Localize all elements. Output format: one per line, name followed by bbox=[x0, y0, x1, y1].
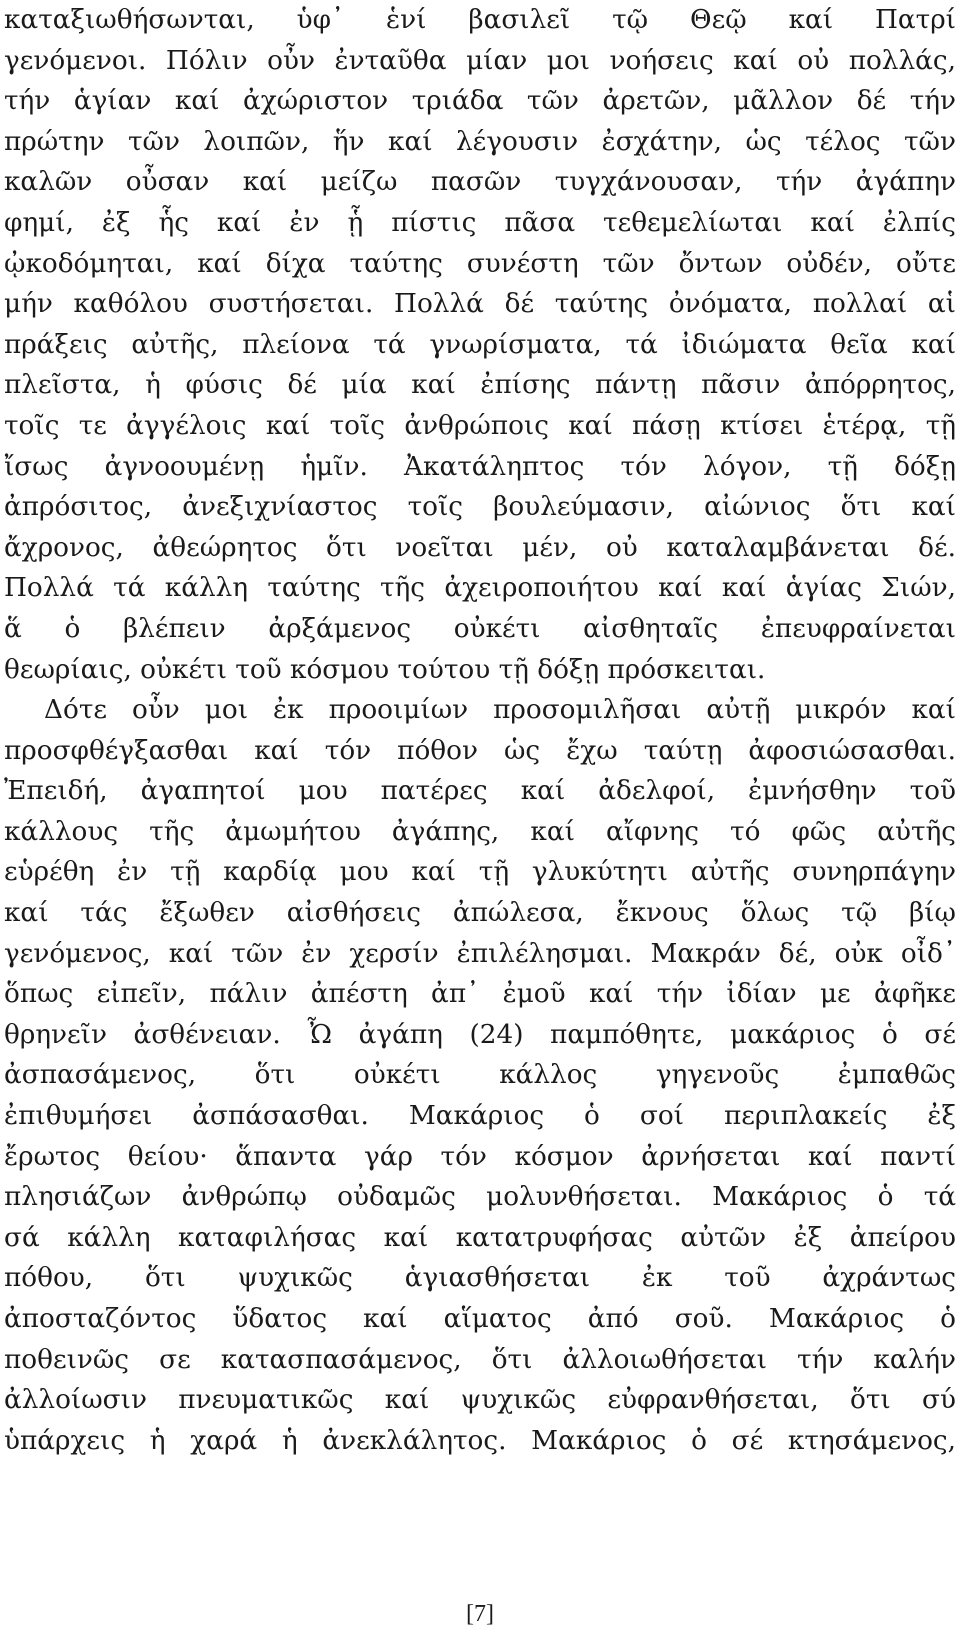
text-line: Ἐπειδή, ἀγαπητοί μου πατέρες καί ἀδελφοί, ἐμνήσθην τοῦ bbox=[4, 776, 956, 807]
paragraph-1 bbox=[4, 0, 956, 690]
text-line: καλῶν οὖσαν καί μείζω πασῶν τυγχάνουσαν, τήν ἀγάπην bbox=[4, 167, 956, 198]
text-line: ἔρωτος θείου· ἅπαντα γάρ τόν κόσμον ἀρνήσεται καί παντί bbox=[4, 1141, 956, 1172]
text-line: θεωρίαις, οὐκέτι τοῦ κόσμου τούτου τῇ δόξῃ πρόσκειται. bbox=[4, 654, 766, 685]
text-line: καί τάς ἔξωθεν αἰσθήσεις ἀπώλεσα, ἔκνους ὅλως τῷ βίῳ bbox=[4, 898, 956, 929]
page-number: [7] bbox=[466, 1601, 494, 1627]
text-line: πόθου, ὅτι ψυχικῶς ἁγιασθήσεται ἐκ τοῦ ἀχράντως bbox=[4, 1263, 956, 1294]
text-line: ἴσως ἀγνοουμένῃ ἡμῖν. Ἀκατάληπτος τόν λόγον, τῇ δόξῃ bbox=[4, 451, 956, 482]
text-line: ἀπρόσιτος, ἀνεξιχνίαστος τοῖς βουλεύμασιν, αἰώνιος ὅτι καί bbox=[4, 492, 956, 523]
text-line: ὑπάρχεις ἡ χαρά ἡ ἀνεκλάλητος. Μακάριος ὁ σέ κτησάμενος, bbox=[4, 1425, 956, 1456]
text-line: ἀλλοίωσιν πνευματικῶς καί ψυχικῶς εὐφρανθήσεται, ὅτι σύ bbox=[4, 1385, 956, 1416]
text-line: ἅ ὁ βλέπειν ἀρξάμενος οὐκέτι αἰσθηταῖς ἐπευφραίνεται bbox=[4, 613, 956, 644]
paragraph-2 bbox=[4, 690, 956, 1461]
text-line: εὑρέθη ἐν τῇ καρδίᾳ μου καί τῇ γλυκύτητι αὐτῆς συνηρπάγην bbox=[4, 857, 956, 888]
text-line: προσφθέγξασθαι καί τόν πόθον ὡς ἔχω ταύτῃ ἀφοσιώσασθαι. bbox=[4, 735, 956, 766]
text-line: τήν ἁγίαν καί ἀχώριστον τριάδα τῶν ἀρετῶν, μᾶλλον δέ τήν bbox=[4, 86, 956, 117]
text-line: ἄχρονος, ἀθεώρητος ὅτι νοεῖται μέν, οὐ καταλαμβάνεται δέ. bbox=[4, 532, 956, 563]
text-line: ποθεινῶς σε κατασπασάμενος, ὅτι ἀλλοιωθήσεται τήν καλήν bbox=[4, 1344, 956, 1375]
text-line: πλεῖστα, ἡ φύσις δέ μία καί ἐπίσης πάντῃ πᾶσιν ἀπόρρητος, bbox=[4, 370, 956, 401]
document-page bbox=[4, 0, 956, 1461]
text-line: πλησιάζων ἀνθρώπῳ οὐδαμῶς μολυνθήσεται. Μακάριος ὁ τά bbox=[4, 1182, 956, 1213]
text-line: μήν καθόλου συστήσεται. Πολλά δέ ταύτης ὀνόματα, πολλαί αἱ bbox=[4, 289, 956, 320]
text-line: Δότε οὖν μοι ἐκ προοιμίων προσομιλῆσαι αὐτῇ μικρόν καί bbox=[44, 695, 956, 726]
text-line: γενόμενοι. Πόλιν οὖν ἐνταῦθα μίαν μοι νοήσεις καί οὐ πολλάς, bbox=[4, 45, 956, 76]
text-line: σά κάλλη καταφιλήσας καί κατατρυφήσας αὐτῶν ἐξ ἀπείρου bbox=[4, 1222, 956, 1253]
text-line: φημί, ἐξ ἧς καί ἐν ᾗ πίστις πᾶσα τεθεμελίωται καί ἐλπίς bbox=[4, 207, 956, 238]
text-line: καταξιωθήσωνται, ὑφ᾽ ἑνί βασιλεῖ τῷ Θεῷ καί Πατρί bbox=[4, 5, 956, 35]
text-line: θρηνεῖν ἀσθένειαν. Ὦ ἀγάπη (24) παμπόθητε, μακάριος ὁ σέ bbox=[4, 1019, 956, 1050]
text-line: ἀποσταζόντος ὕδατος καί αἵματος ἀπό σοῦ. Μακάριος ὁ bbox=[4, 1304, 956, 1334]
text-line: ἐπιθυμήσει ἀσπάσασθαι. Μακάριος ὁ σοί περιπλακείς ἐξ bbox=[4, 1101, 956, 1132]
text-line: ὅπως εἰπεῖν, πάλιν ἀπέστη ἀπ᾽ ἐμοῦ καί τήν ἰδίαν με ἀφῆκε bbox=[4, 979, 956, 1010]
text-line: ᾠκοδόμηται, καί δίχα ταύτης συνέστη τῶν ὄντων οὐδέν, οὔτε bbox=[4, 248, 956, 279]
text-line: Πολλά τά κάλλη ταύτης τῆς ἀχειροποιήτου καί καί ἁγίας Σιών, bbox=[4, 573, 956, 604]
text-line: τοῖς τε ἀγγέλοις καί τοῖς ἀνθρώποις καί πάσῃ κτίσει ἑτέρᾳ, τῇ bbox=[4, 410, 956, 441]
text-line: κάλλους τῆς ἀμωμήτου ἀγάπης, καί αἴφνης τό φῶς αὐτῆς bbox=[4, 816, 956, 847]
text-line: ἀσπασάμενος, ὅτι οὐκέτι κάλλος γηγενοῦς ἐμπαθῶς bbox=[4, 1060, 956, 1091]
text-line: πρώτην τῶν λοιπῶν, ἥν καί λέγουσιν ἐσχάτην, ὡς τέλος τῶν bbox=[4, 126, 956, 157]
text-line: γενόμενος, καί τῶν ἐν χερσίν ἐπιλέλησμαι. Μακράν δέ, οὐκ οἶδ᾽ bbox=[4, 938, 956, 969]
text-line: πράξεις αὐτῆς, πλείονα τά γνωρίσματα, τά ἰδιώματα θεῖα καί bbox=[4, 329, 956, 360]
